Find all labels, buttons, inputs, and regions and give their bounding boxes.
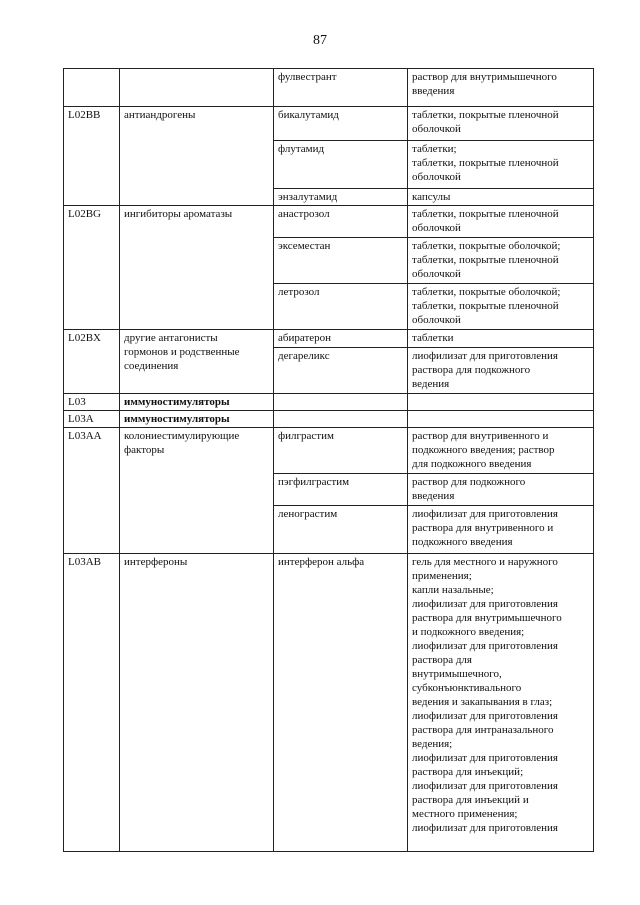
- page-number: 87: [313, 33, 327, 48]
- dosage-form-cell: лиофилизат для приготовления раствора для подкожного ведения: [408, 348, 594, 394]
- drug-cell: ленограстим: [274, 506, 408, 554]
- group-cell: другие антагонисты гормонов и родственные соединения: [120, 330, 274, 394]
- dosage-form-cell: капсулы: [408, 189, 594, 206]
- table-row: [64, 206, 594, 238]
- drug-cell: эксеместан: [274, 238, 408, 284]
- drug-cell: анастрозол: [274, 206, 408, 238]
- dosage-form-cell: раствор для внутримышечного введения: [408, 69, 594, 107]
- drug-cell: интерферон альфа: [274, 554, 408, 852]
- drug-cell: флутамид: [274, 141, 408, 189]
- dosage-form-cell: таблетки; таблетки, покрытые пленочной оболочкой: [408, 141, 594, 189]
- dosage-form-cell: таблетки, покрытые оболочкой; таблетки, покрытые пленочной оболочкой: [408, 284, 594, 330]
- drug-cell: пэгфилграстим: [274, 474, 408, 506]
- drug-cell: энзалутамид: [274, 189, 408, 206]
- dosage-form-cell: таблетки, покрытые оболочкой; таблетки, покрытые пленочной оболочкой: [408, 238, 594, 284]
- drug-cell: [274, 411, 408, 428]
- dosage-form-cell: [408, 411, 594, 428]
- dosage-form-cell: таблетки, покрытые пленочной оболочкой: [408, 206, 594, 238]
- group-cell: колониестимулирующие факторы: [120, 428, 274, 554]
- table-row: [64, 428, 594, 474]
- atc-code-cell: L03AA: [64, 428, 120, 554]
- atc-code-cell: L03A: [64, 411, 120, 428]
- table-row: [64, 330, 594, 348]
- group-cell: ингибиторы ароматазы: [120, 206, 274, 330]
- dosage-form-cell: гель для местного и наружного применения; капли назальные; лиофилизат для приготовления раствора для внутримышечного и подкожного введения; лиофилизат для приготовления раствора для внутримышечного, субконъюнктивального ведения и закапывания в глаз; лиофилизат для приготовления раствора для интраназального ведения; лиофилизат для приготовления раствора для инъекций; лиофилизат для приготовления раствора для инъекций и местного применения; лиофилизат для приготовления: [408, 554, 594, 852]
- drug-cell: [274, 394, 408, 411]
- dosage-form-cell: лиофилизат для приготовления раствора для внутривенного и подкожного введения: [408, 506, 594, 554]
- atc-code-cell: L02BX: [64, 330, 120, 394]
- table-row: [64, 411, 594, 428]
- group-cell: [120, 69, 274, 107]
- atc-code-cell: L03AB: [64, 554, 120, 852]
- dosage-form-cell: раствор для подкожного введения: [408, 474, 594, 506]
- table-row: [64, 394, 594, 411]
- table-row: [64, 69, 594, 107]
- drug-cell: летрозол: [274, 284, 408, 330]
- atc-code-cell: L02BB: [64, 107, 120, 206]
- table-row: [64, 554, 594, 852]
- dosage-form-cell: [408, 394, 594, 411]
- atc-code-cell: L03: [64, 394, 120, 411]
- dosage-form-cell: таблетки, покрытые пленочной оболочкой: [408, 107, 594, 141]
- dosage-form-cell: таблетки: [408, 330, 594, 348]
- atc-code-cell: L02BG: [64, 206, 120, 330]
- atc-code-cell: [64, 69, 120, 107]
- dosage-form-cell: раствор для внутривенного и подкожного введения; раствор для подкожного введения: [408, 428, 594, 474]
- drug-cell: филграстим: [274, 428, 408, 474]
- drug-cell: абиратерон: [274, 330, 408, 348]
- drug-table: [63, 68, 594, 852]
- group-cell: антиандрогены: [120, 107, 274, 206]
- drug-cell: бикалутамид: [274, 107, 408, 141]
- group-cell: иммуностимуляторы: [120, 411, 274, 428]
- group-cell: интерфероны: [120, 554, 274, 852]
- drug-cell: дегареликс: [274, 348, 408, 394]
- group-cell: иммуностимуляторы: [120, 394, 274, 411]
- drug-cell: фулвестрант: [274, 69, 408, 107]
- table-row: [64, 107, 594, 141]
